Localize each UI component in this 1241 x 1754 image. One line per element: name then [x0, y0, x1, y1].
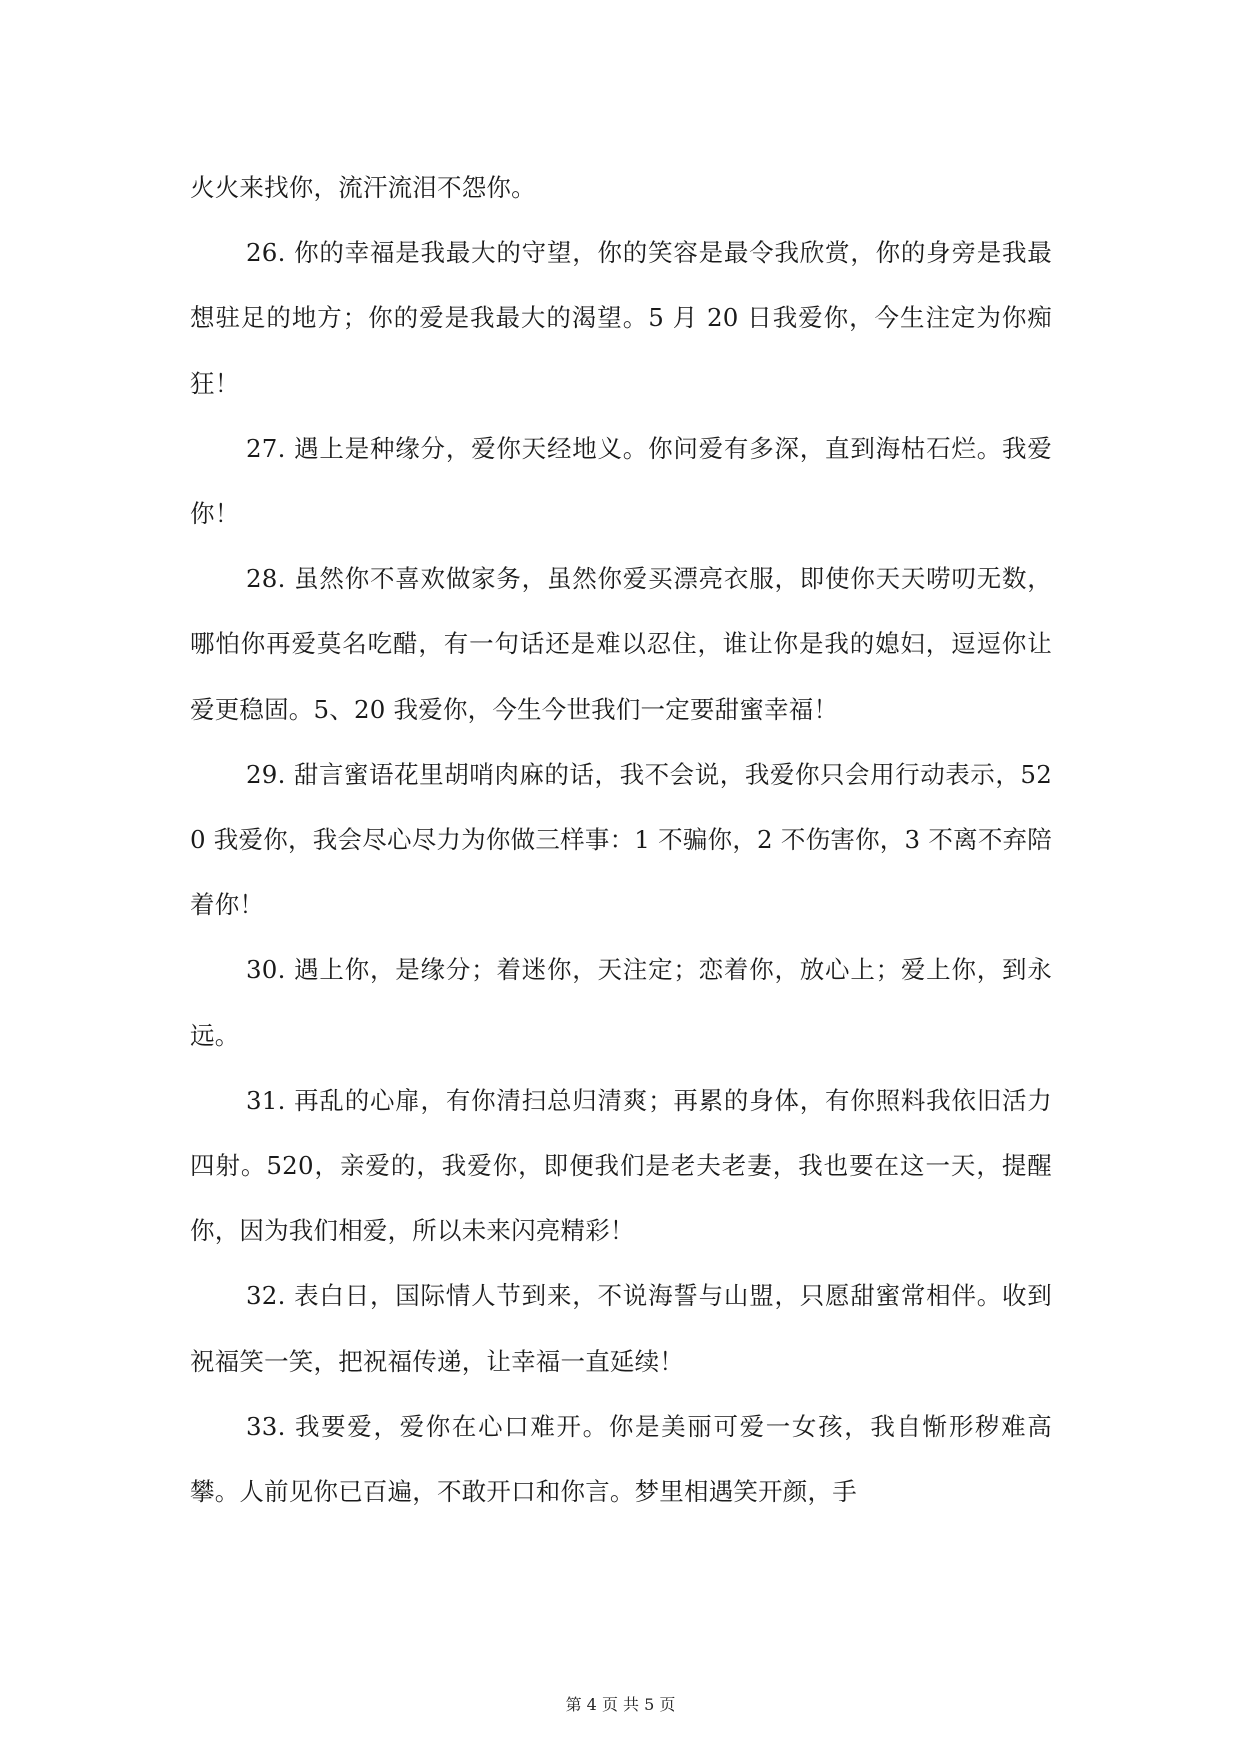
- paragraph-item-31: 31. 再乱的心扉，有你清扫总归清爽；再累的身体，有你照料我依旧活力四射。520，亲爱的，我爱你，即便我们是老夫老妻，我也要在这一天，提醒你，因为我们相爱，所以未来闪亮精彩！: [190, 1085, 1052, 1246]
- page-number-footer: 第 4 页 共 5 页: [565, 1695, 676, 1714]
- paragraph-item-29: 29. 甜言蜜语花里胡哨肉麻的话，我不会说，我爱你只会用行动表示，520 我爱你，我会尽心尽力为你做三样事：1 不骗你，2 不伤害你，3 不离不弃陪着你！: [190, 759, 1052, 920]
- paragraph-item-26: 26. 你的幸福是我最大的守望，你的笑容是最令我欣赏，你的身旁是我最想驻足的地方；你的爱是我最大的渴望。5 月 20 日我爱你，今生注定为你痴狂！: [190, 238, 1052, 398]
- paragraph-item-30: 30. 遇上你，是缘分；着迷你，天注定；恋着你，放心上；爱上你，到永远。: [190, 955, 1052, 1050]
- paragraph-item-32: 32. 表白日，国际情人节到来，不说海誓与山盟，只愿甜蜜常相伴。收到祝福笑一笑，把祝福传递，让幸福一直延续！: [190, 1281, 1052, 1376]
- paragraph-item-33: 33. 我要爱，爱你在心口难开。你是美丽可爱一女孩，我自惭形秽难高攀。人前见你已百遍，不敢开口和你言。梦里相遇笑开颜，手: [190, 1411, 1052, 1507]
- paragraph-item-27: 27. 遇上是种缘分，爱你天经地义。你问爱有多深，直到海枯石烂。我爱你！: [190, 433, 1052, 529]
- paragraph-item-28: 28. 虽然你不喜欢做家务，虽然你爱买漂亮衣服，即使你天天唠叨无数，哪怕你再爱莫名吃醋，有一句话还是难以忍住，谁让你是我的媳妇，逗逗你让爱更稳固。5、20 我爱你，今生今世我们一定要甜蜜幸福！: [190, 564, 1052, 724]
- paragraph-continuation: 火火来找你，流汗流泪不怨你。: [190, 173, 536, 202]
- document-body: [190, 155, 1052, 1524]
